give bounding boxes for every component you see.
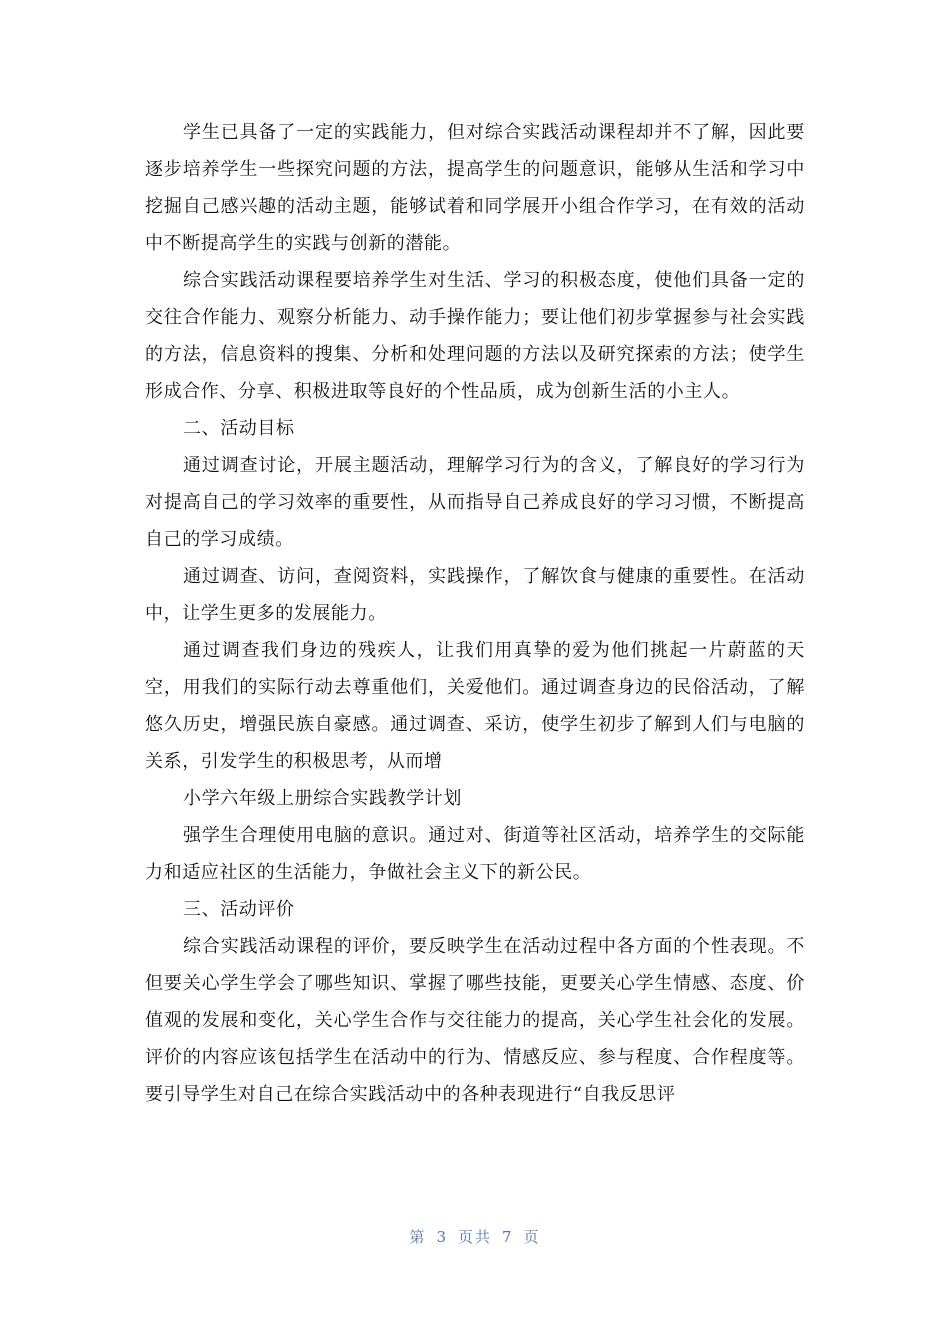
section-heading: 二、活动目标 (183, 418, 295, 439)
footer-suffix: 页 (523, 1228, 541, 1246)
paragraph: 强学生合理使用电脑的意识。通过对、街道等社区活动，培养学生的交际能力和适应社区的生活能力，争做社会主义下的新公民。 (145, 825, 805, 883)
section-heading: 三、活动评价 (183, 899, 295, 920)
paragraph: 通过调查我们身边的残疾人，让我们用真挚的爱为他们挑起一片蔚蓝的天空，用我们的实际行动去尊重他们，关爱他们。通过调查身边的民俗活动，了解悠久历史，增强民族自豪感。通过调查、采访，使学生初步了解到人们与电脑的关系，引发学生的积极思考，从而增 (145, 640, 805, 772)
document-title-line: 小学六年级上册综合实践教学计划 (183, 788, 462, 809)
paragraph: 综合实践活动课程要培养学生对生活、学习的积极态度，使他们具备一定的交往合作能力、观察分析能力、动手操作能力；要让他们初步掌握参与社会实践的方法，信息资料的搜集、分析和处理问题的方法以及研究探索的方法；使学生形成合作、分享、积极进取等良好的个性品质，成为创新生活的小主人。 (145, 270, 805, 402)
page-number-footer (0, 1226, 950, 1247)
paragraph: 通过调查讨论，开展主题活动，理解学习行为的含义，了解良好的学习行为对提高自己的学习效率的重要性，从而指导自己养成良好的学习习惯，不断提高自己的学习成绩。 (145, 455, 805, 550)
paragraph: 综合实践活动课程的评价，要反映学生在活动过程中各方面的个性表现。不但要关心学生学会了哪些知识、掌握了哪些技能，更要关心学生情感、态度、价值观的发展和变化，关心学生合作与交往能力的提高，关心学生社会化的发展。 评价的内容应该包括学生在活动中的行为、情感反应、参与程度、合作程度等。要引导学生对自己在综合实践活动中的各种表现进行“自我反思评 (145, 936, 805, 1105)
footer-prefix: 第 (409, 1228, 427, 1246)
document-body (145, 114, 805, 1113)
total-pages-number: 7 (502, 1228, 514, 1246)
paragraph: 学生已具备了一定的实践能力，但对综合实践活动课程却并不了解，因此要逐步培养学生一些探究问题的方法，提高学生的问题意识，能够从生活和学习中挖掘自己感兴趣的活动主题，能够试着和同学展开小组合作学习，在有效的活动中不断提高学生的实践与创新的潜能。 (145, 122, 805, 254)
paragraph: 通过调查、访问，查阅资料，实践操作，了解饮食与健康的重要性。在活动中，让学生更多的发展能力。 (145, 566, 805, 624)
current-page-number: 3 (436, 1228, 448, 1246)
footer-middle: 页共 (457, 1228, 492, 1246)
